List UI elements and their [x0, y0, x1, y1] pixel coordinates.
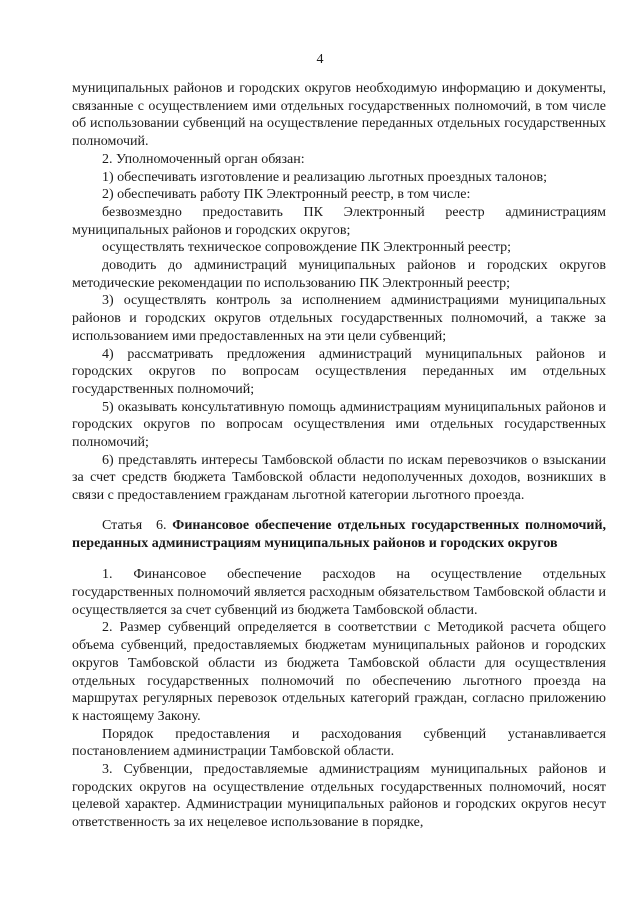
paragraph: 3. Субвенции, предоставляемые администрациям муниципальных районов и городских округов на осуществление отдельных государственных полномочий, носят целевой характер. Администрации муниципальных районов и городских округов несут ответственность за их нецелевое использование в порядке, — [72, 762, 606, 831]
list-item: 6) представлять интересы Тамбовской области по искам перевозчиков о взыскании за счет средств бюджета Тамбовской области недополученных доходов, возникших в связи с предоставлением гражданам льготной категории льготного проезда. — [72, 452, 606, 504]
paragraph: 2. Размер субвенций определяется в соответствии с Методикой расчета общего объема субвенций, предоставляемых бюджетам муниципальных районов и городских округов Тамбовской области из бюджета Тамбовской области для осуществления отдельных государственных полномочий по обеспечению льготного проезда на маршрутах регулярных перевозок отдельных категорий граждан, согласно приложению к настоящему Закону. — [72, 620, 606, 724]
document-body — [72, 80, 606, 832]
paragraph: безвозмездно предоставить ПК Электронный реестр администрациям муниципальных районов и городских округов; — [72, 204, 606, 238]
article-label: Статья 6. — [102, 517, 167, 533]
article-heading — [72, 517, 606, 552]
article-title: Финансовое обеспечение отдельных государственных полномочий, переданных администрациям муниципальных районов и городских округов — [72, 517, 607, 551]
list-item: 2) обеспечивать работу ПК Электронный реестр, в том числе: — [102, 187, 471, 203]
paragraph: 1. Финансовое обеспечение расходов на осуществление отдельных государственных полномочий является расходным обязательством Тамбовской области и осуществляется за счет субвенций из бюджета Тамбовской области. — [72, 567, 606, 618]
paragraph: Порядок предоставления и расходования субвенций устанавливается постановлением администрации Тамбовской области. — [72, 726, 606, 760]
list-item: 5) оказывать консультативную помощь администрациям муниципальных районов и городских округов по вопросам осуществления ими отдельных государственных полномочий; — [72, 399, 606, 451]
list-item: 3) осуществлять контроль за исполнением администрациями муниципальных районов и городских округов отдельных государственных полномочий, а также за использованием ими предоставленных на эти цели субвенций; — [72, 293, 606, 344]
page-number: 4 — [316, 52, 324, 67]
paragraph: доводить до администраций муниципальных районов и городских округов методические рекомендации по использованию ПК Электронный реестр; — [72, 258, 606, 291]
paragraph: муниципальных районов и городских округов необходимую информацию и документы, связанные с осуществлением ими отдельных государственных полномочий, в том числе об использовании субвенций на осуществление переданных отдельных государственных полномочий. — [72, 81, 606, 150]
paragraph: осуществлять техническое сопровождение ПК Электронный реестр; — [102, 240, 512, 256]
list-item: 4) рассматривать предложения администраций муниципальных районов и городских округов по вопросам осуществления переданных им отдельных государственных полномочий; — [72, 346, 606, 397]
list-item: 1) обеспечивать изготовление и реализацию льготных проездных талонов; — [102, 169, 547, 185]
paragraph: 2. Уполномоченный орган обязан: — [102, 151, 305, 167]
